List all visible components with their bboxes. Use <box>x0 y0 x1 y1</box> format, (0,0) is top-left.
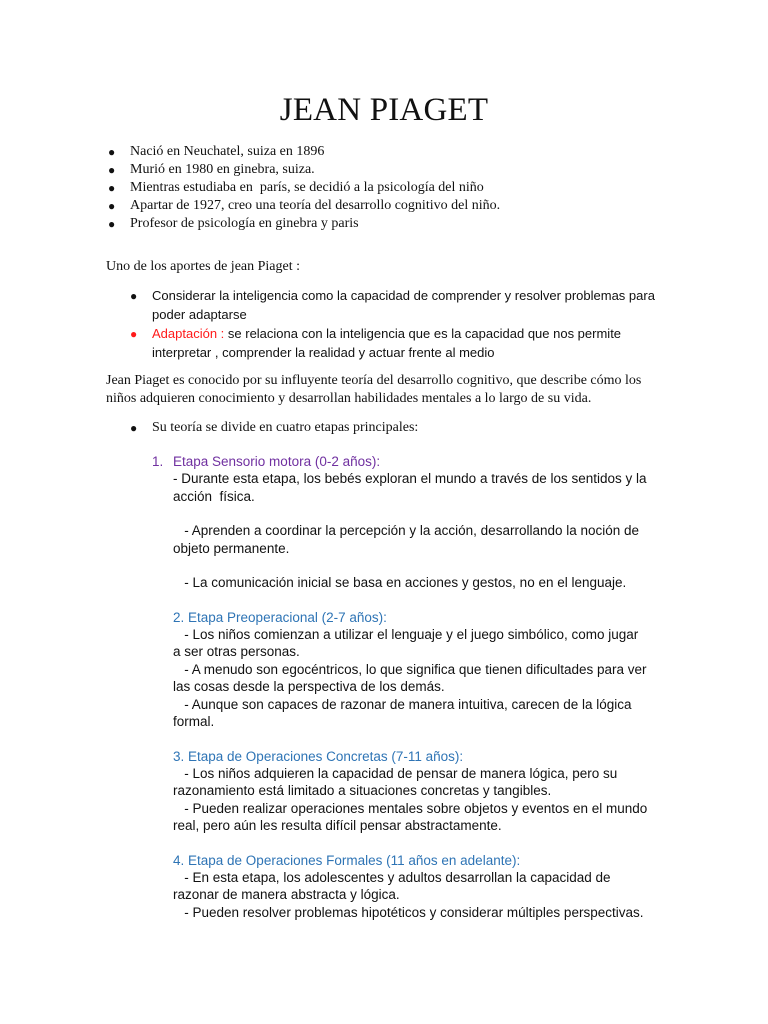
stage-heading: 1. Etapa Sensorio motora (0-2 años): <box>152 454 381 469</box>
list-item: ● Profesor de psicología en ginebra y paris <box>108 216 359 231</box>
stage-text: - La comunicación inicial se basa en acciones y gestos, no en el lenguaje. <box>173 575 627 590</box>
adaptacion-label: Adaptación : <box>152 326 225 341</box>
stage-3 <box>152 748 672 835</box>
stage-text: formal. <box>173 714 215 729</box>
intro-paragraph: Jean Piaget es conocido por su influyente teoría del desarrollo cognitivo, que describe cómo los niños adquieren conocimiento y desarrollan habilidades mentales a lo largo de su vida. <box>106 373 642 406</box>
stage-text: - A menudo son egocéntricos, lo que significa que tienen dificultades para ver <box>173 661 647 677</box>
spacer <box>152 592 672 609</box>
list-item: ● Adaptación : se relaciona con la inteligencia que es la capacidad que nos permite interpretar , comprender la realidad y actuar frente al medio <box>130 326 625 360</box>
bullet-icon: ● <box>130 327 138 341</box>
spacer <box>152 505 672 522</box>
stage-text: - Durante esta etapa, los bebés exploran el mundo a través de los sentidos y la <box>173 471 647 486</box>
stages-intro: ● Su teoría se divide en cuatro etapas principales: <box>130 420 419 435</box>
stage-text: razonamiento está limitado a situaciones concretas y tangibles. <box>173 783 552 798</box>
list-item: ● Murió en 1980 en ginebra, suiza. <box>108 162 315 177</box>
bullet-icon: ● <box>108 199 116 213</box>
stage-text: - Los niños comienzan a utilizar el lenguaje y el juego simbólico, como jugar <box>173 626 639 642</box>
bullet-icon: ● <box>108 217 116 231</box>
list-item: ● Considerar la inteligencia como la capacidad de comprender y resolver problemas para poder adaptarse <box>130 288 655 322</box>
stage-text: real, pero aún les resulta difícil pensar abstractamente. <box>173 818 502 833</box>
list-item: ● Apartar de 1927, creo una teoría del desarrollo cognitivo del niño. <box>108 198 501 213</box>
aportes-intro: Uno de los aportes de jean Piaget : <box>106 259 301 274</box>
stages-section <box>152 453 672 921</box>
stage-text: las cosas desde la perspectiva de los demás. <box>173 679 445 694</box>
bullet-icon: ● <box>108 145 116 159</box>
stage-text: razonar de manera abstracta y lógica. <box>173 887 400 902</box>
stage-heading: 4. Etapa de Operaciones Formales (11 años en adelante): <box>173 852 521 868</box>
stage-text: acción física. <box>173 488 255 504</box>
stage-text: - Aunque son capaces de razonar de manera intuitiva, carecen de la lógica <box>173 696 632 712</box>
stage-text: - Los niños adquieren la capacidad de pensar de manera lógica, pero su <box>173 765 618 781</box>
stage-1 <box>152 453 672 592</box>
stage-heading: 2. Etapa Preoperacional (2-7 años): <box>173 609 387 625</box>
stage-text: - Pueden realizar operaciones mentales sobre objetos y eventos en el mundo <box>173 800 648 816</box>
spacer <box>152 731 672 748</box>
list-item: ● Mientras estudiaba en parís, se decidió a la psicología del niño <box>108 180 484 195</box>
stage-text: - En esta etapa, los adolescentes y adultos desarrollan la capacidad de <box>173 869 611 885</box>
bullet-icon: ● <box>108 163 116 177</box>
stage-text: - Pueden resolver problemas hipotéticos y considerar múltiples perspectivas. <box>173 904 644 920</box>
stage-2 <box>152 609 672 731</box>
list-item: ● Nació en Neuchatel, suiza en 1896 <box>108 144 325 159</box>
spacer <box>152 835 672 852</box>
page-title: JEAN PIAGET <box>279 92 489 128</box>
stage-4 <box>152 852 672 922</box>
stage-text: a ser otras personas. <box>173 644 300 659</box>
stage-heading: 3. Etapa de Operaciones Concretas (7-11 años): <box>173 748 464 764</box>
bio-list <box>108 143 690 233</box>
spacer <box>152 557 672 574</box>
bullet-icon: ● <box>130 289 138 303</box>
stage-text: objeto permanente. <box>173 540 290 556</box>
stage-text: - Aprenden a coordinar la percepción y la acción, desarrollando la noción de <box>173 523 640 538</box>
bullet-icon: ● <box>108 181 116 195</box>
aportes-list <box>130 287 672 363</box>
bullet-icon: ● <box>130 421 138 435</box>
